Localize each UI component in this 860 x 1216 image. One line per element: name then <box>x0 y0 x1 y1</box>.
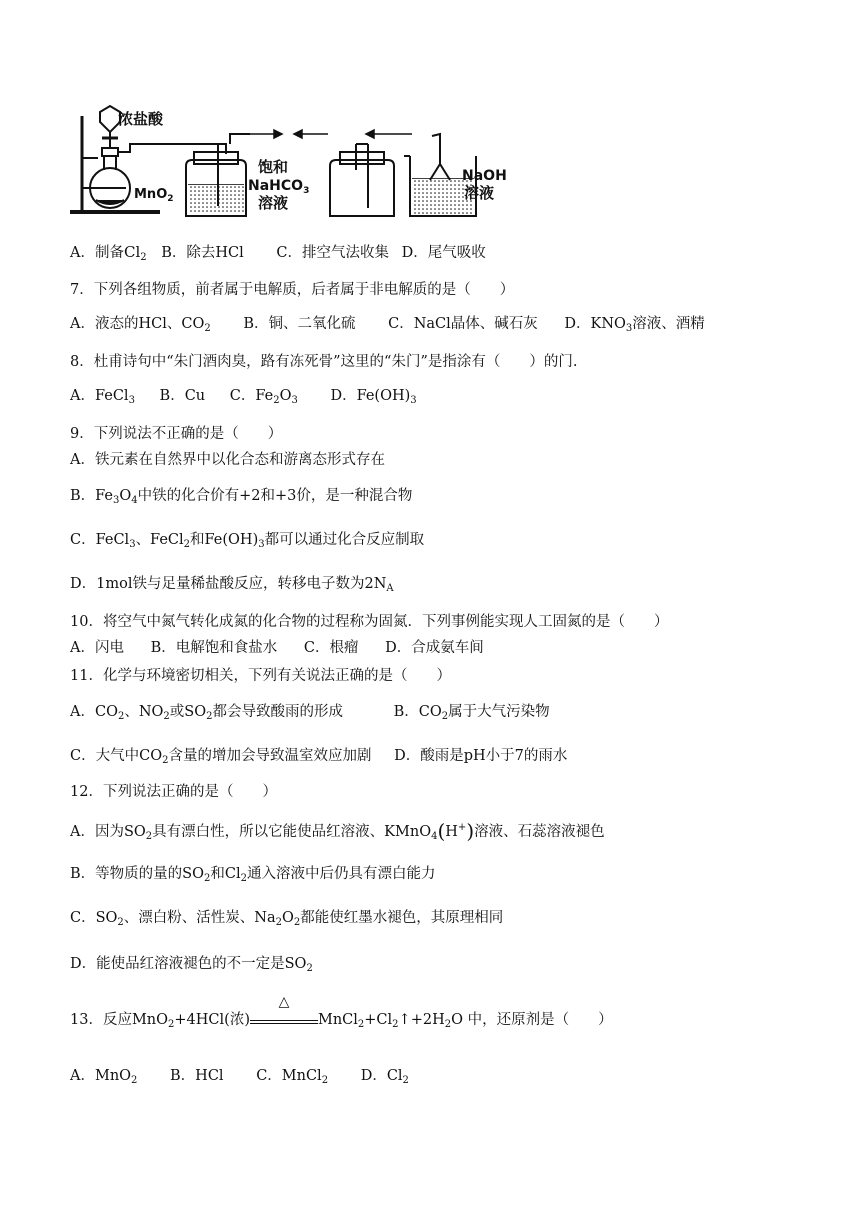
q12-option-a: A．因为$SO_2$具有漂白性，所以它能使品红溶液、KMnO$_4$(H+)溶液、石蕊溶液褪色 <box>70 819 605 843</box>
q12-stem: 12．下列说法正确的是（ ） <box>70 784 277 800</box>
q6-option-b: B．除去HCl <box>161 245 244 261</box>
q6-option-d: D．尾气吸收 <box>401 245 486 261</box>
label-naoh: NaOH <box>462 168 507 184</box>
q10-options <box>70 638 484 658</box>
q9-option-c: C．FeCl$_3$、FeCl$_2$和$Fe(OH)_3$都可以通过化合反应制取 <box>70 532 425 550</box>
q9-option-a: A．铁元素在自然界中以化合态和游离态形式存在 <box>70 452 385 468</box>
q6-options <box>70 242 486 268</box>
q11-option-c: C．大气中$CO_2$含量的增加会导致温室效应加剧 <box>70 748 372 766</box>
q13-option-d: D．$Cl_2$ <box>360 1068 409 1086</box>
q8-option-d: D．$Fe(OH)_3$ <box>330 388 417 406</box>
q13-option-b: B．HCl <box>170 1068 224 1084</box>
q11-stem: 11．化学与环境密切相关，下列有关说法正确的是（ ） <box>70 668 451 684</box>
q8-option-c: C．$Fe_2O_3$ <box>229 388 298 406</box>
q11-option-a: A．$CO_2$、$NO_2$或$SO_2$都会导致酸雨的形成 <box>70 704 343 722</box>
q8-stem: 8．杜甫诗句中“朱门酒肉臭，路有冻死骨”这里的“朱门”是指涂有（ ）的门. <box>70 354 578 370</box>
q10-stem: 10．将空气中氮气转化成氮的化合物的过程称为固氮．下列事例能实现人工固氮的是（ ） <box>70 614 669 630</box>
q6-option-c: C．排空气法收集 <box>276 245 390 261</box>
q9-stem: 9．下列说法不正确的是（ ） <box>70 426 283 442</box>
label-conc-hcl: 浓盐酸 <box>118 110 164 128</box>
q8-options <box>70 386 417 411</box>
q9-option-d: D．1mol铁与足量稀盐酸反应，转移电子数为$2N_A$ <box>70 576 394 594</box>
q8-option-b: B．Cu <box>159 388 206 404</box>
label-mno2: MnO$_2$ <box>134 187 174 204</box>
q10-option-c: C．根瘤 <box>303 640 359 656</box>
q12-option-c: C．$SO_2$、漂白粉、活性炭、$Na_2O_2$都能使红墨水褪色，其原理相同 <box>70 910 504 928</box>
q12-option-d: D．能使品红溶液褪色的不一定是$SO_2$ <box>70 956 313 974</box>
q7-option-b: B．铜、二氧化硫 <box>243 316 356 332</box>
q13-stem: 13．反应MnO$_2$+4HCl(浓) △ $MnCl_2+Cl_2↑+2H_2O$ 中，还原剂是（ ） <box>70 994 613 1030</box>
q13-option-a: A．MnO$_2$ <box>70 1068 138 1086</box>
label-saturated: 饱和 <box>258 158 289 176</box>
label-nahco3: NaHCO$_3$ <box>248 178 310 196</box>
heating-arrow: △ <box>250 1012 318 1024</box>
label-solution-2: 溶液 <box>464 184 495 202</box>
q13-options <box>70 1066 409 1091</box>
q11-option-d: D．酸雨是pH小于7的雨水 <box>394 748 568 764</box>
q9-option-b: B．$Fe_3O_4$中铁的化合价有+2和+3价，是一种混合物 <box>70 488 413 506</box>
q12-option-b: B．等物质的量的$SO_2$和$Cl_2$通入溶液中后仍具有漂白能力 <box>70 866 436 884</box>
q7-stem: 7．下列各组物质，前者属于电解质，后者属于非电解质的是（ ） <box>70 282 515 298</box>
apparatus-diagram <box>68 104 528 222</box>
q7-option-d: D．$KNO_3$溶液、酒精 <box>564 316 705 334</box>
q8-option-a: A．FeCl$_3$ <box>70 388 135 406</box>
q13-option-c: C．MnCl$_2$ <box>256 1068 329 1086</box>
q10-option-d: D．合成氨车间 <box>385 640 484 656</box>
q10-option-b: B．电解饱和食盐水 <box>150 640 278 656</box>
q11-option-b: B．$CO_2$属于大气污染物 <box>393 704 550 722</box>
q6-option-a: A．制备$Cl_2$ <box>70 243 147 263</box>
q7-option-c: C．NaCl晶体、碱石灰 <box>388 316 538 332</box>
q11-options-row2 <box>70 746 567 771</box>
q10-option-a: A．闪电 <box>70 640 124 656</box>
q7-option-a: A．液态的HCl、$CO_2$ <box>70 316 211 334</box>
label-solution-1: 溶液 <box>258 194 289 212</box>
q11-options-row1 <box>70 702 550 727</box>
q7-options <box>70 314 705 339</box>
